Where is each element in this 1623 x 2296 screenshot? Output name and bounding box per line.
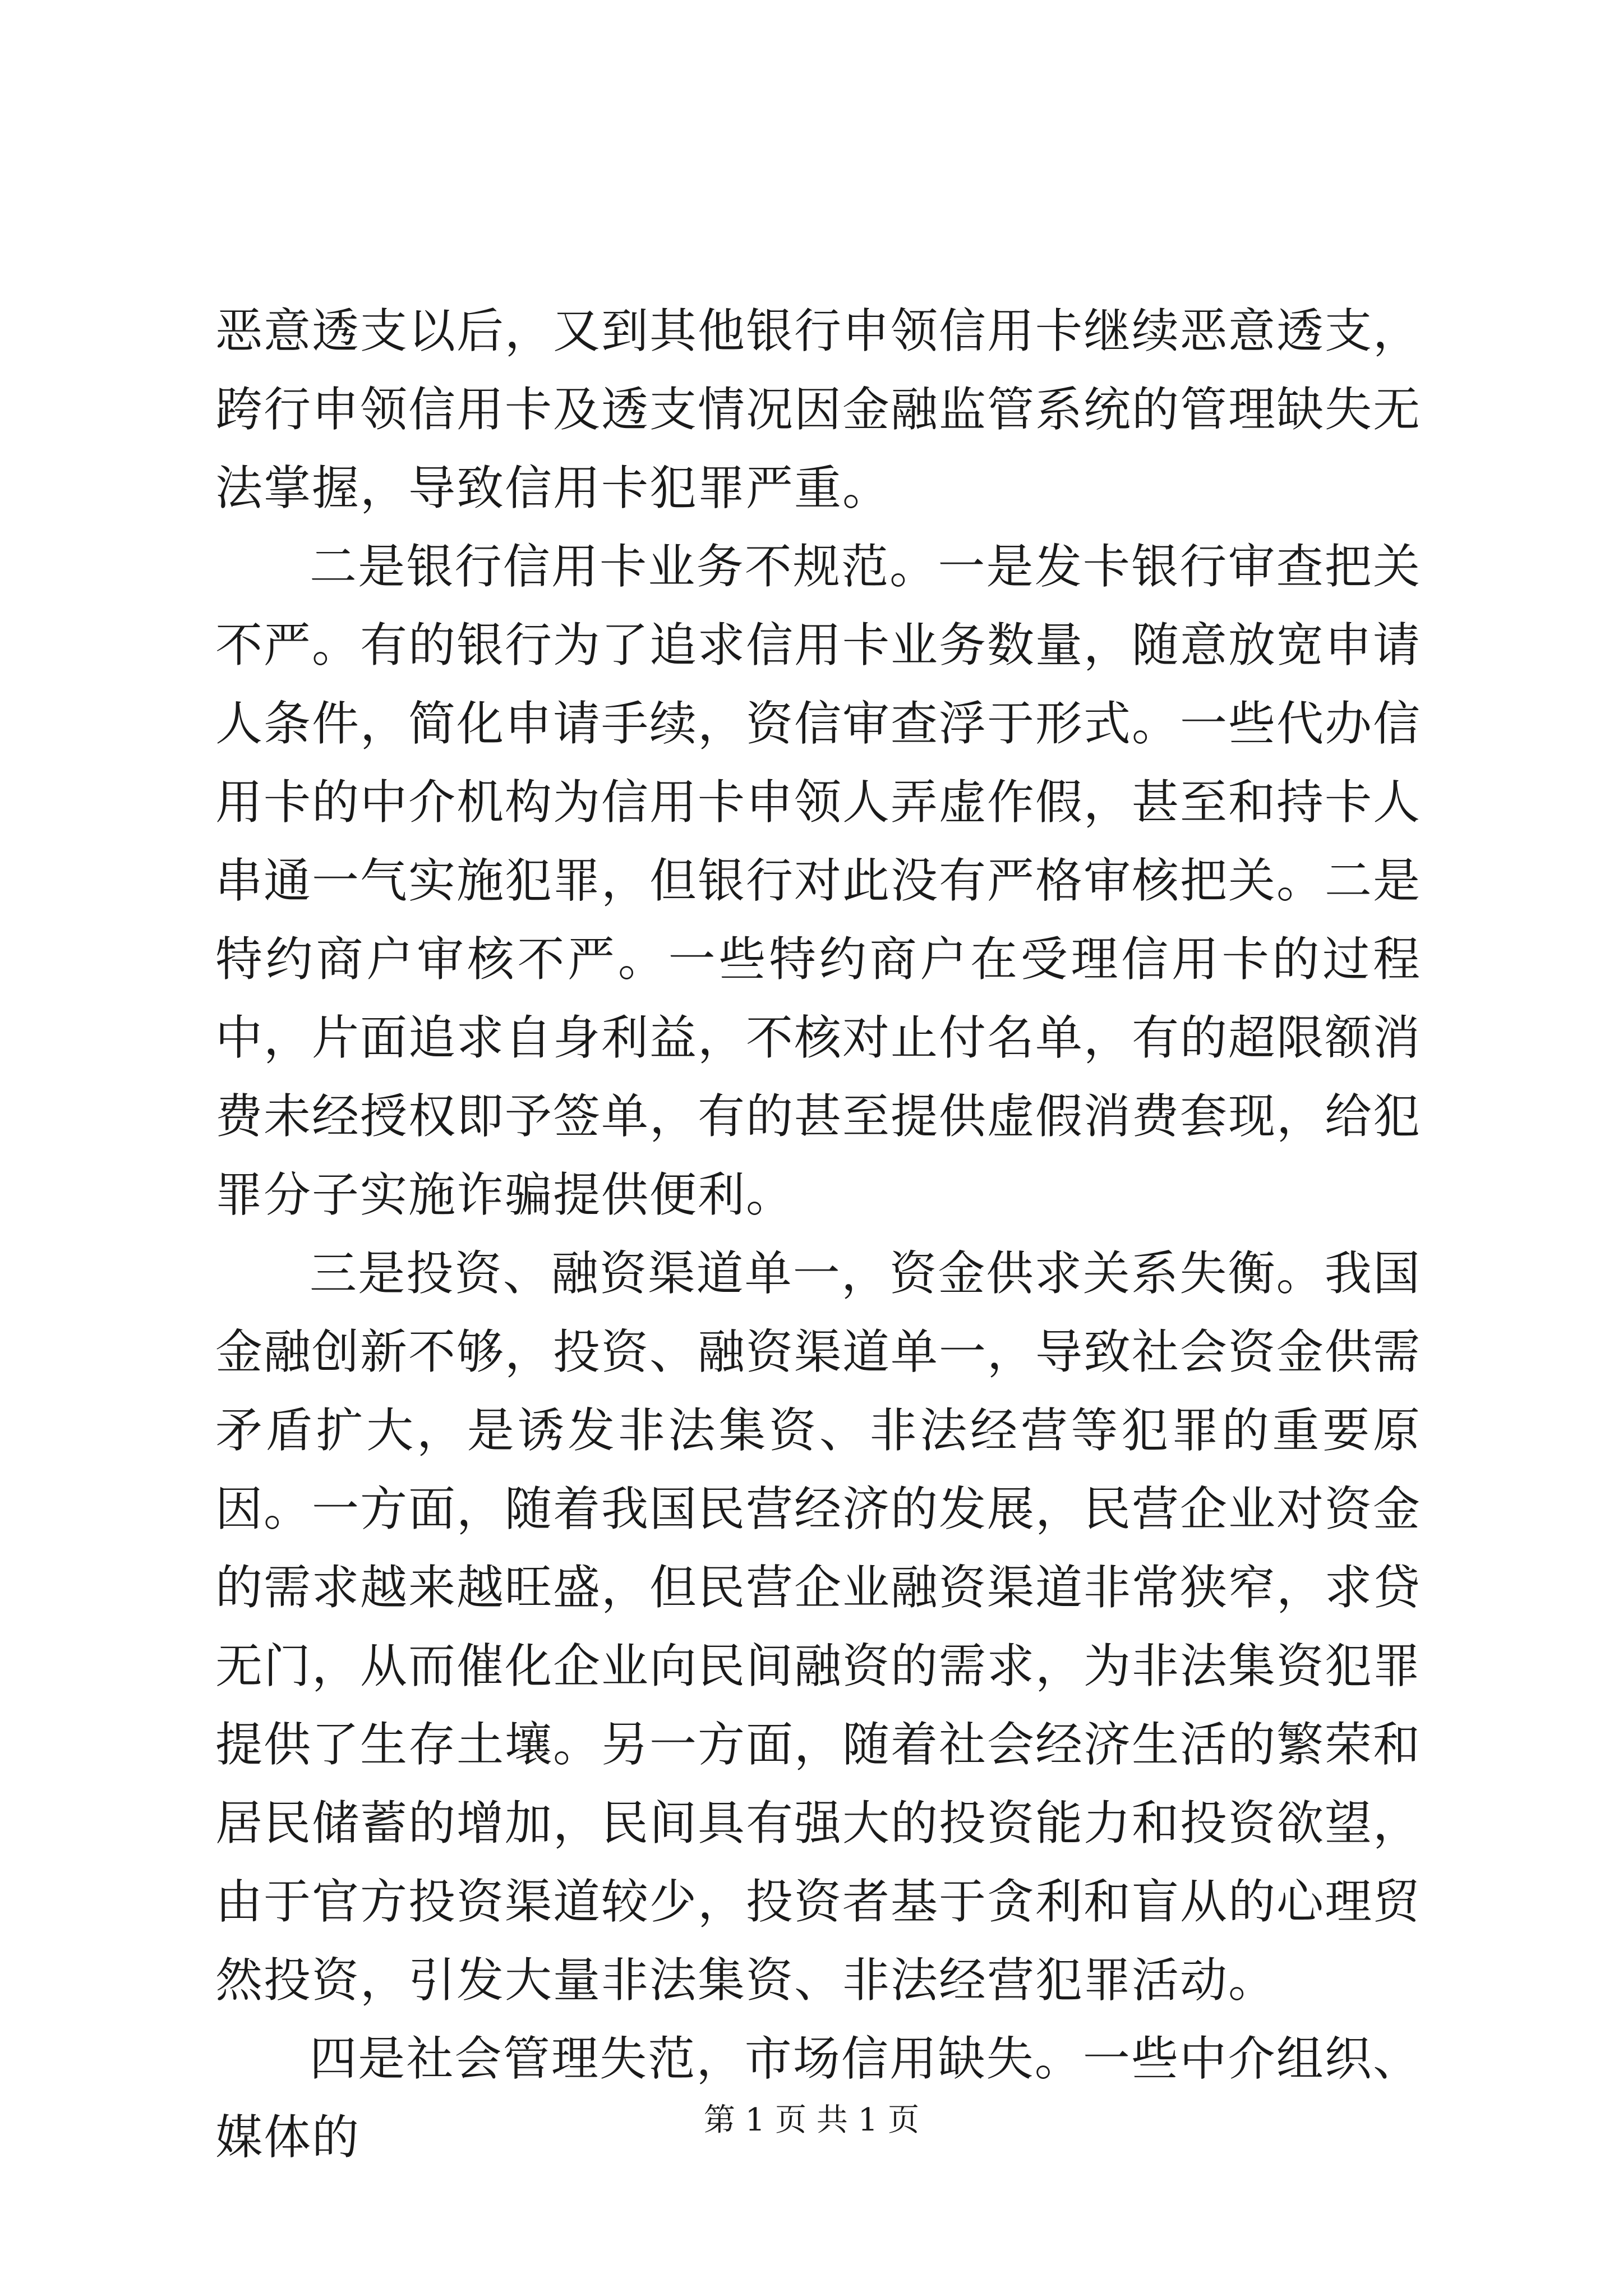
paragraph-bank-card-business: 二是银行信用卡业务不规范。一是发卡银行审查把关不严。有的银行为了追求信用卡业务数量，随意放宽申请人条件，简化申请手续，资信审查浮于形式。一些代办信用卡的中介机构为信用卡申领人弄虚作假，甚至和持卡人串通一气实施犯罪，但银行对此没有严格审核把关。二是特约商户审核不严。一些特约商户在受理信用卡的过程中，片面追求自身利益，不核对止付名单，有的超限额消费未经授权即予签单，有的甚至提供虚假消费套现，给犯罪分子实施诈骗提供便利。 bbox=[215, 539, 1422, 1222]
document-body bbox=[215, 292, 1421, 2177]
paragraph-investment-channels: 三是投资、融资渠道单一，资金供求关系失衡。我国金融创新不够，投资、融资渠道单一，导致社会资金供需矛盾扩大，是诱发非法集资、非法经营等犯罪的重要原因。一方面，随着我国民营经济的发展，民营企业对资金的需求越来越旺盛，但民营企业融资渠道非常狭窄，求贷无门，从而催化企业向民间融资的需求，为非法集资犯罪提供了生存土壤。另一方面，随着社会经济生活的繁荣和居民储蓄的增加，民间具有强大的投资能力和投资欲望，由于官方投资渠道较少，投资者基于贪利和盲从的心理贸然投资，引发大量非法集资、非法经营犯罪活动。 bbox=[215, 1246, 1422, 2008]
paragraph-continuation: 恶意透支以后，又到其他银行申领信用卡继续恶意透支，跨行申领信用卡及透支情况因金融监管系统的管理缺失无法掌握，导致信用卡犯罪严重。 bbox=[215, 303, 1422, 516]
page-footer: 第 1 页 共 1 页 bbox=[703, 2102, 920, 2138]
paragraph-social-management: 四是社会管理失范，市场信用缺失。一些中介组织、媒体的 bbox=[215, 2031, 1421, 2165]
